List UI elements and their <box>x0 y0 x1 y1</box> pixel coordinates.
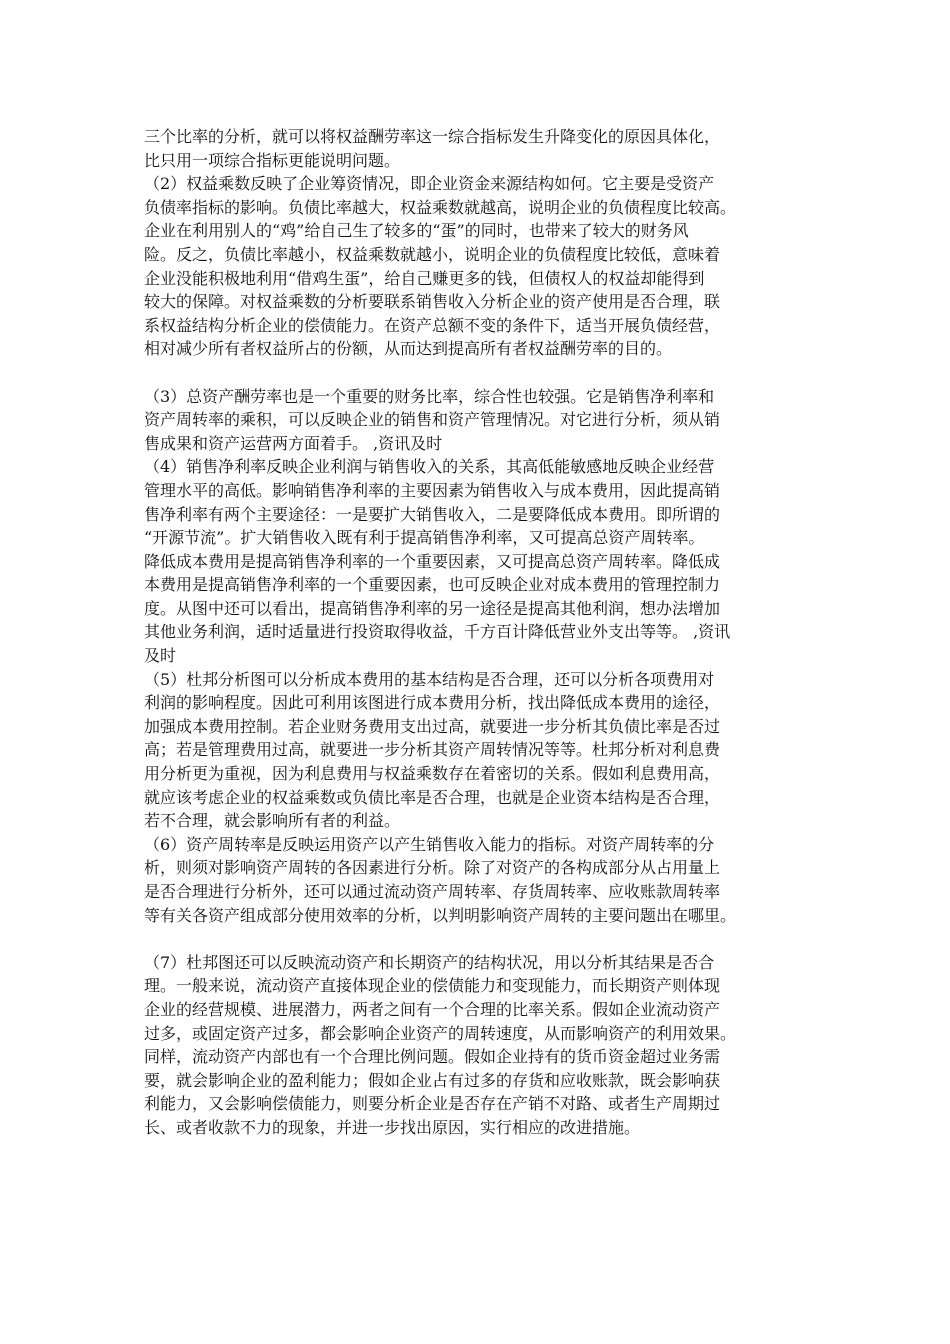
text-line: （2）权益乘数反映了企业筹资情况，即企业资金来源结构如何。它主要是受资产 <box>144 174 715 194</box>
text-line: 同样，流动资产内部也有一个合理比例问题。假如企业持有的货币资金超过业务需 <box>144 1047 721 1067</box>
text-line: 售成果和资产运营两方面着手。 ,资讯及时 <box>144 433 443 453</box>
text-line: 加强成本费用控制。若企业财务费用支出过高，就要进一步分析其负债比率是否过 <box>144 716 721 736</box>
text-line: 本费用是提高销售净利率的一个重要因素，也可反映企业对成本费用的管理控制力 <box>144 575 721 595</box>
text-line: 就应该考虑企业的权益乘数或负债比率是否合理，也就是企业资本结构是否合理， <box>144 787 721 807</box>
text-line: 管理水平的高低。影响销售净利率的主要因素为销售收入与成本费用，因此提高销 <box>144 480 721 500</box>
text-line: 及时 <box>144 646 177 666</box>
text-line: “开源节流”。扩大销售收入既有利于提高销售净利率，又可提高总资产周转率。 <box>144 528 705 548</box>
text-line: 较大的保障。对权益乘数的分析要联系销售收入分析企业的资产使用是否合理，联 <box>144 292 721 312</box>
paragraph-gap <box>144 927 824 951</box>
text-line: 利能力，又会影响偿债能力，则要分析企业是否存在产销不对路、或者生产周期过 <box>144 1094 721 1114</box>
text-line: 等有关各资产组成部分使用效率的分析，以判明影响资产周转的主要问题出在哪里。 <box>144 905 737 925</box>
text-line: 长、或者收款不力的现象，并进一步找出原因，实行相应的改进措施。 <box>144 1117 641 1137</box>
text-line: 理。一般来说，流动资产直接体现企业的偿债能力和变现能力，而长期资产则体现 <box>144 976 721 996</box>
text-line: （7）杜邦图还可以反映流动资产和长期资产的结构状况，用以分析其结果是否合 <box>144 952 715 972</box>
text-line: 三个比率的分析，就可以将权益酬劳率这一综合指标发生升降变化的原因具体化， <box>144 127 721 146</box>
text-line: 用分析更为重视，因为利息费用与权益乘数存在着密切的关系。假如利息费用高， <box>144 764 721 784</box>
text-line: 若不合理，就会影响所有者的利益。 <box>144 811 401 831</box>
text-line: （5）杜邦分析图可以分析成本费用的基本结构是否合理，还可以分析各项费用对 <box>144 669 715 689</box>
text-line: 系权益结构分析企业的偿债能力。在资产总额不变的条件下，适当开展负债经营， <box>144 315 721 335</box>
text-line: 企业在利用别人的“鸡”给自己生了较多的“蛋”的同时，也带来了较大的财务风 <box>144 221 689 241</box>
text-line: 资产周转率的乘积，可以反映企业的销售和资产管理情况。对它进行分析，须从销 <box>144 410 721 430</box>
text-line: 利润的影响程度。因此可利用该图进行成本费用分析，找出降低成本费用的途径， <box>144 693 721 713</box>
text-line: 其他业务利润，适时适量进行投资取得收益，千方百计降低营业外支出等等。 ,资讯 <box>144 622 731 642</box>
text-line: 是否合理进行分析外，还可以通过流动资产周转率、存货周转率、应收账款周转率 <box>144 882 721 901</box>
paragraph-gap <box>144 361 824 385</box>
document-body-text <box>144 125 824 1140</box>
text-line: （3）总资产酬劳率也是一个重要的财务比率，综合性也较强。它是销售净利率和 <box>144 386 715 406</box>
text-line: 要，就会影响企业的盈利能力；假如企业占有过多的存货和应收账款，既会影响获 <box>144 1070 721 1090</box>
text-line: 负债率指标的影响。负债比率越大，权益乘数就越高，说明企业的负债程度比较高。 <box>144 197 737 217</box>
text-line: 企业没能积极地利用“借鸡生蛋”，给自己赚更多的钱，但债权人的权益却能得到 <box>144 268 705 288</box>
text-line: （6）资产周转率是反映运用资产以产生销售收入能力的指标。对资产周转率的分 <box>144 834 715 854</box>
text-line: 析，则须对影响资产周转的各因素进行分析。除了对资产的各构成部分从占用量上 <box>144 858 721 878</box>
text-line: 险。反之，负债比率越小，权益乘数就越小，说明企业的负债程度比较低，意味着 <box>144 244 721 264</box>
text-line: 降低成本费用是提高销售净利率的一个重要因素，又可提高总资产周转率。降低成 <box>144 551 721 571</box>
text-line: 高；若是管理费用过高，就要进一步分析其资产周转情况等等。杜邦分析对利息费 <box>144 740 721 760</box>
text-line: （4）销售净利率反映企业利润与销售收入的关系，其高低能敏感地反映企业经营 <box>144 457 715 477</box>
text-line: 企业的经营规模、进展潜力，两者之间有一个合理的比率关系。假如企业流动资产 <box>144 999 721 1019</box>
text-line: 度。从图中还可以看出，提高销售净利率的另一途径是提高其他利润，想办法增加 <box>144 598 721 618</box>
text-line: 过多，或固定资产过多，都会影响企业资产的周转速度，从而影响资产的利用效果。 <box>144 1023 737 1043</box>
text-line: 比只用一项综合指标更能说明问题。 <box>144 150 401 170</box>
text-line: 相对减少所有者权益所占的份额，从而达到提高所有者权益酬劳率的目的。 <box>144 339 673 359</box>
text-line: 售净利率有两个主要途径：一是要扩大销售收入，二是要降低成本费用。即所谓的 <box>144 504 721 524</box>
